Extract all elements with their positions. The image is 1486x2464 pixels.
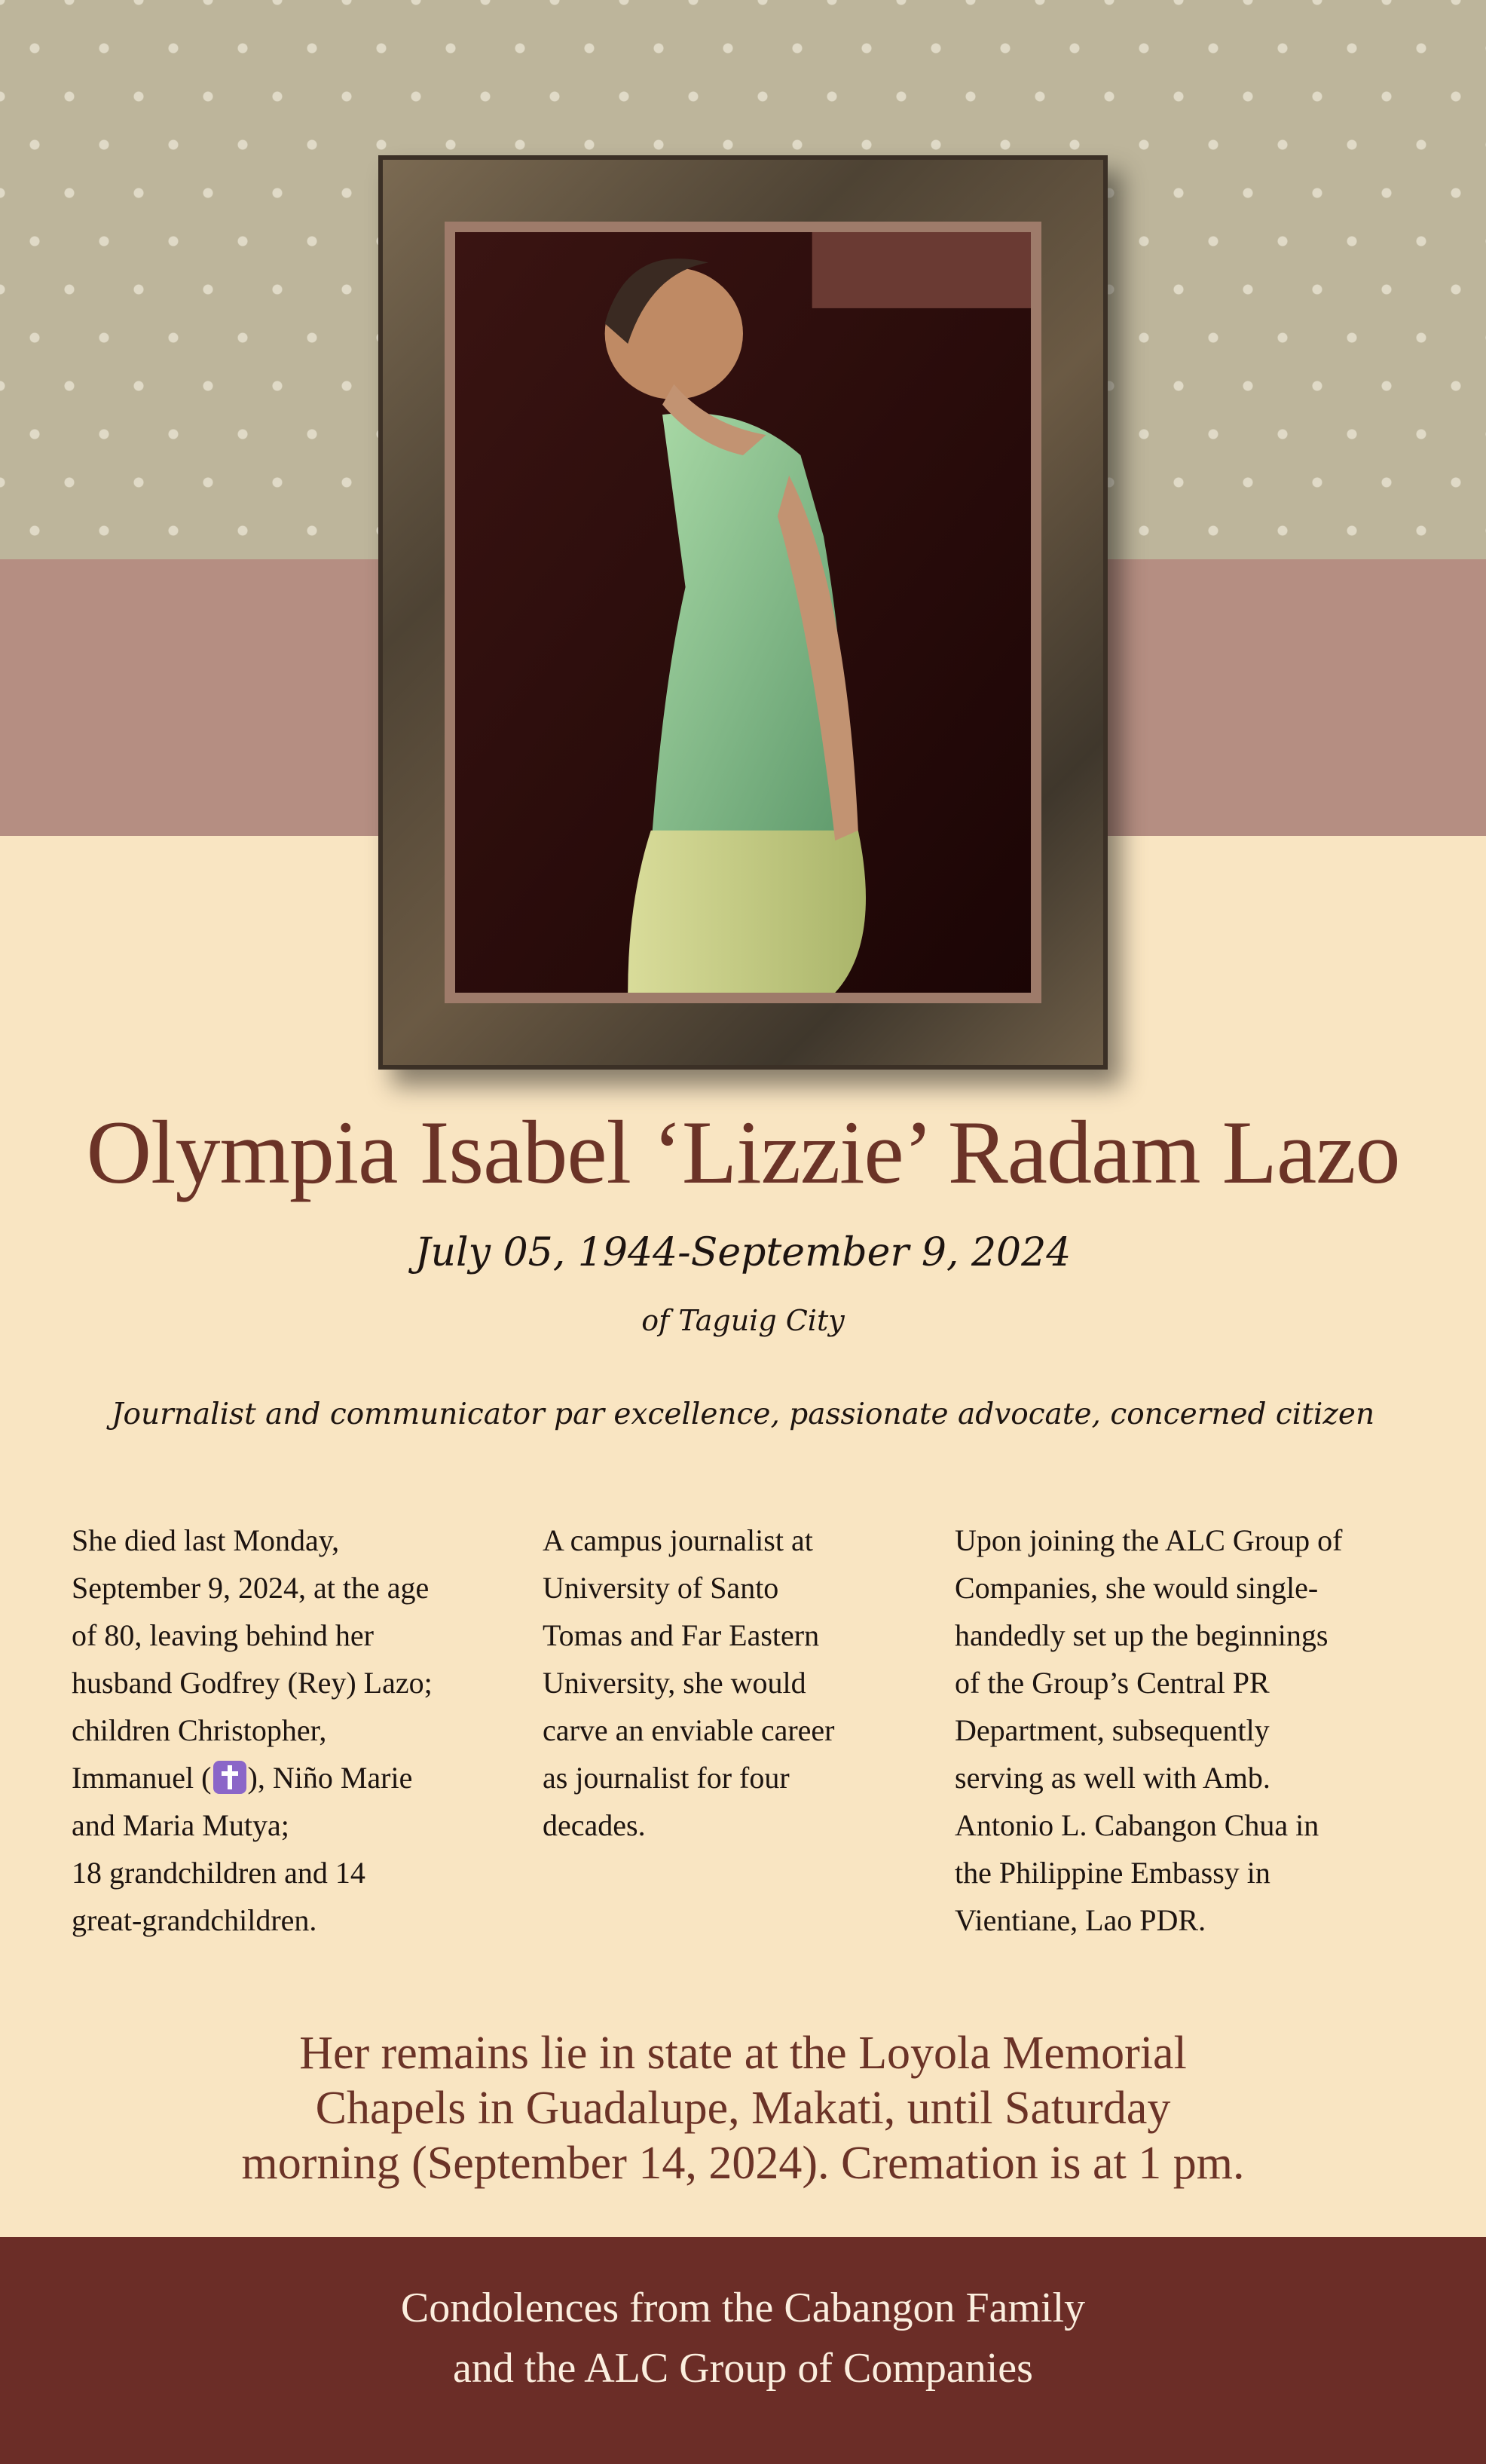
portrait-photo	[445, 222, 1041, 1003]
hometown: of Taguig City	[641, 1304, 845, 1337]
text-line: serving as well with Amb.	[955, 1761, 1270, 1795]
obituary-column-alc	[955, 1517, 1437, 1944]
text-fragment: ), Niño Marie	[247, 1761, 413, 1795]
text-line: decades.	[543, 1808, 646, 1842]
text-line: Upon joining the ALC Group of	[955, 1523, 1343, 1557]
text-line: great-grandchildren.	[72, 1903, 317, 1937]
text-line: A campus journalist at	[543, 1523, 813, 1557]
condolences-footer	[0, 2237, 1486, 2464]
latin-cross-icon	[213, 1761, 246, 1794]
text-line: of the Group’s Central PR	[955, 1666, 1270, 1700]
text-line: as journalist for four	[543, 1761, 790, 1795]
text-line: Companies, she would single-	[955, 1571, 1319, 1605]
wake-announcement	[0, 2026, 1486, 2191]
life-dates: July 05, 1944-September 9, 2024	[414, 1230, 1072, 1275]
obituary-column-career	[543, 1517, 934, 1849]
text-line: Her remains lie in state at the Loyola Memorial	[299, 2028, 1187, 2079]
text-line: University, she would	[543, 1666, 806, 1700]
text-line: Tomas and Far Eastern	[543, 1618, 820, 1652]
text-line: Chapels in Guadalupe, Makati, until Saturday	[315, 2083, 1171, 2134]
text-line: husband Godfrey (Rey) Lazo;	[72, 1666, 433, 1700]
text-line: children Christopher,	[72, 1713, 327, 1747]
portrait-frame	[378, 155, 1108, 1070]
deceased-name: Olympia Isabel ‘Lizzie’ Radam Lazo	[86, 1102, 1400, 1202]
obituary-column-family	[72, 1517, 524, 1944]
text-line: Condolences from the Cabangon Family	[400, 2285, 1086, 2331]
text-line: University of Santo	[543, 1571, 779, 1605]
text-line: September 9, 2024, at the age	[72, 1571, 430, 1605]
text-line: Department, subsequently	[955, 1713, 1270, 1747]
text-line: and the ALC Group of Companies	[453, 2345, 1033, 2392]
text-line: morning (September 14, 2024). Cremation is at 1 pm.	[241, 2138, 1245, 2189]
text-fragment: Immanuel (	[72, 1761, 212, 1795]
text-line: handedly set up the beginnings	[955, 1618, 1329, 1652]
text-line: She died last Monday,	[72, 1523, 340, 1557]
tagline: Journalist and communicator par excellence, passionate advocate, concerned citizen	[111, 1397, 1375, 1431]
text-line: of 80, leaving behind her	[72, 1618, 374, 1652]
portrait-image	[455, 232, 1031, 993]
text-line: and Maria Mutya;	[72, 1808, 289, 1842]
text-line: Antonio L. Cabangon Chua in	[955, 1808, 1319, 1842]
text-line: 18 grandchildren and 14	[72, 1856, 365, 1890]
condolences-message	[0, 2278, 1486, 2398]
text-line: the Philippine Embassy in	[955, 1856, 1270, 1890]
text-line: Vientiane, Lao PDR.	[955, 1903, 1206, 1937]
text-line: carve an enviable career	[543, 1713, 835, 1747]
text-line	[72, 1754, 524, 1801]
